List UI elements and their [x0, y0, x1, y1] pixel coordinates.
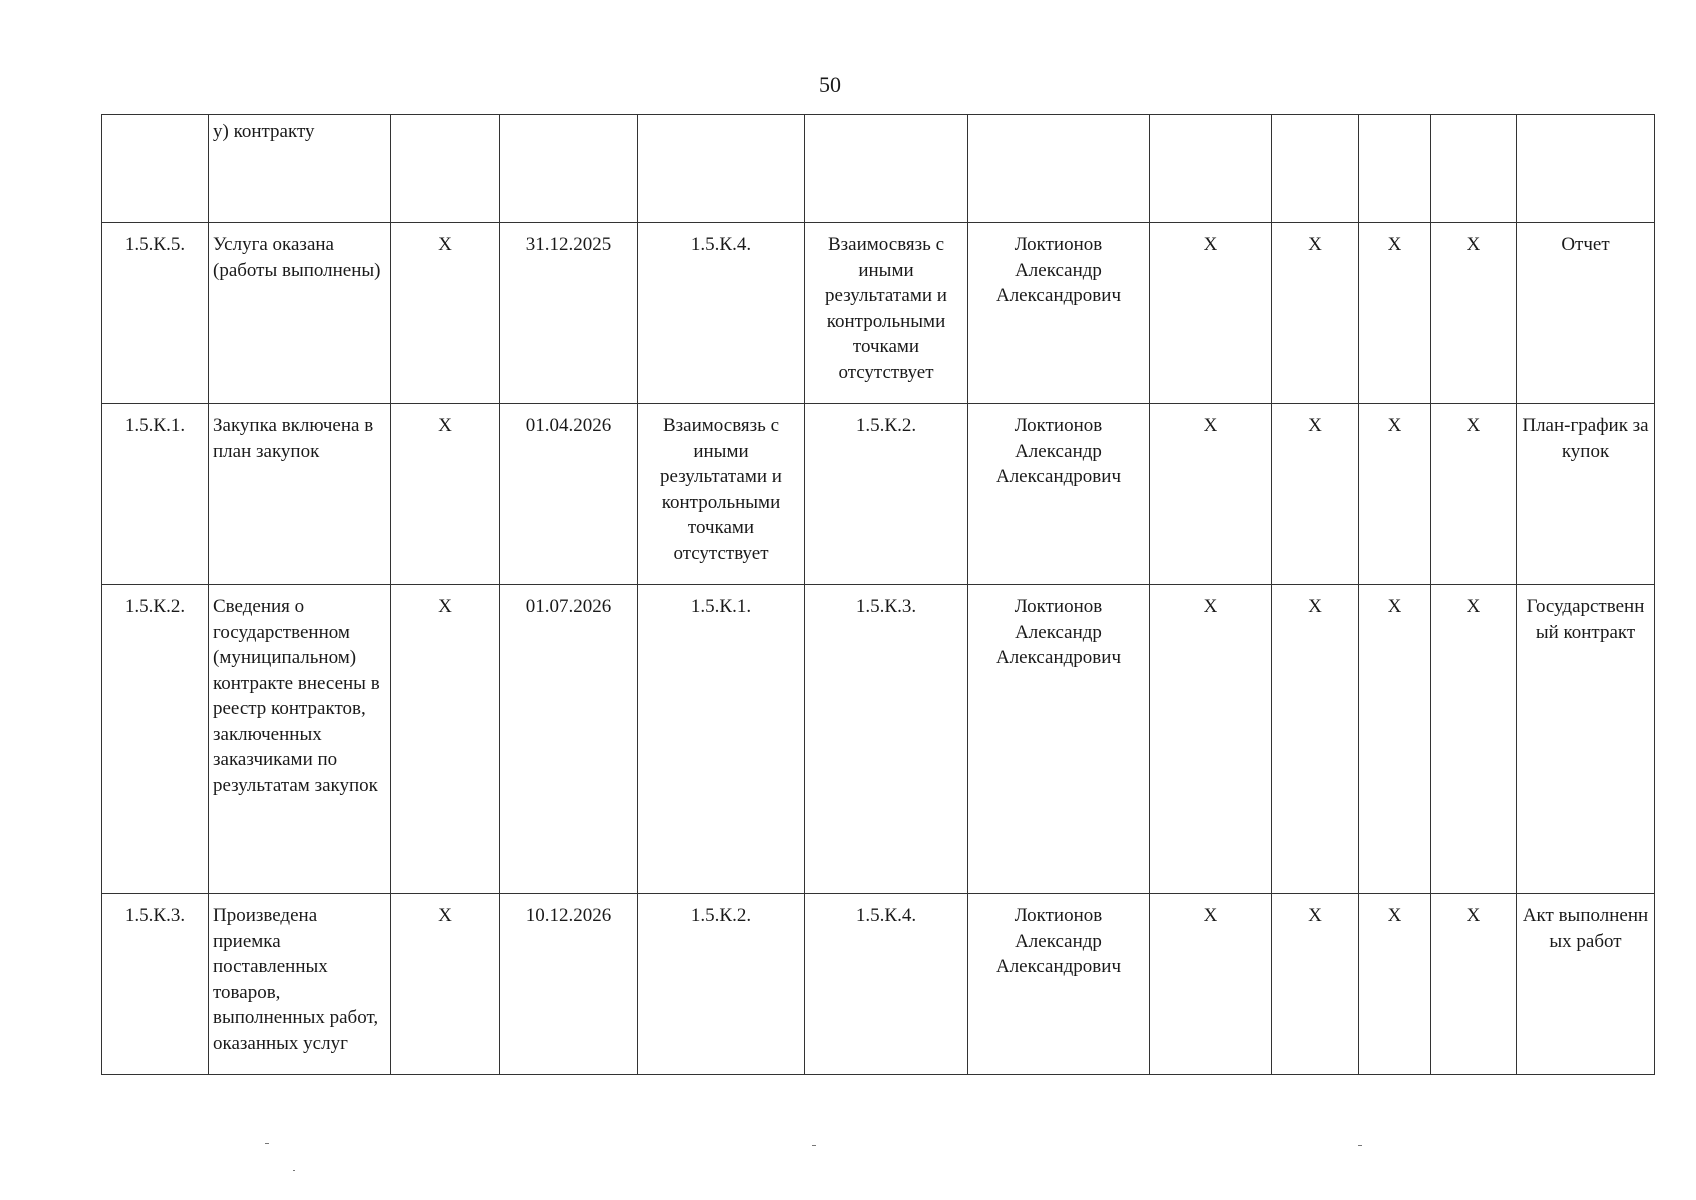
row-predecessor: 1.5.К.1. [638, 585, 805, 894]
row-document [1517, 115, 1655, 223]
table-row [102, 115, 1655, 223]
row-mark-1: Х [1150, 404, 1272, 585]
row-mark-4 [1431, 115, 1517, 223]
row-predecessor: 1.5.К.2. [638, 894, 805, 1075]
table-row [102, 585, 1655, 894]
row-mark-4: Х [1431, 585, 1517, 894]
row-successor: 1.5.К.2. [805, 404, 968, 585]
table-row [102, 404, 1655, 585]
row-responsible: Локтионов Александр Александрович [968, 404, 1150, 585]
row-name: Закупка включена в план закупок [209, 404, 391, 585]
row-date: 31.12.2025 [500, 223, 638, 404]
row-successor: Взаимосвязь с иными результатами и контрольными точками отсутствует [805, 223, 968, 404]
row-document: Акт выполненных работ [1517, 894, 1655, 1075]
row-responsible: Локтионов Александр Александрович [968, 223, 1150, 404]
row-mark-1: Х [1150, 223, 1272, 404]
row-mark-4: Х [1431, 404, 1517, 585]
row-mark-4: Х [1431, 894, 1517, 1075]
row-number: 1.5.К.3. [102, 894, 209, 1075]
page-number: 50 [819, 72, 841, 97]
row-mark-4: Х [1431, 223, 1517, 404]
row-mark-3 [1359, 115, 1431, 223]
row-successor [805, 115, 968, 223]
row-document: Отчет [1517, 223, 1655, 404]
row-mark-1 [1150, 115, 1272, 223]
row-mark-2: Х [1272, 585, 1359, 894]
row-mark-2: Х [1272, 894, 1359, 1075]
row-number [102, 115, 209, 223]
row-mark: Х [391, 223, 500, 404]
row-date: 10.12.2026 [500, 894, 638, 1075]
row-name: у) контракту [209, 115, 391, 223]
table-row [102, 894, 1655, 1075]
row-date: 01.04.2026 [500, 404, 638, 585]
row-predecessor: 1.5.К.4. [638, 223, 805, 404]
row-mark-2: Х [1272, 404, 1359, 585]
row-successor: 1.5.К.4. [805, 894, 968, 1075]
row-number: 1.5.К.5. [102, 223, 209, 404]
row-mark-2: Х [1272, 223, 1359, 404]
row-number: 1.5.К.2. [102, 585, 209, 894]
row-mark-3: Х [1359, 894, 1431, 1075]
row-responsible: Локтионов Александр Александрович [968, 894, 1150, 1075]
row-mark-3: Х [1359, 223, 1431, 404]
row-mark: Х [391, 404, 500, 585]
row-mark-3: Х [1359, 404, 1431, 585]
row-date [500, 115, 638, 223]
row-predecessor [638, 115, 805, 223]
row-mark [391, 115, 500, 223]
row-name: Произведена приемка поставленных товаров, выполненных работ, оказанных услуг [209, 894, 391, 1075]
row-document: План-график закупок [1517, 404, 1655, 585]
table-row [102, 223, 1655, 404]
row-name: Сведения о государственном (муниципальном) контракте внесены в реестр контрактов, заключенных заказчиками по результатам закупок [209, 585, 391, 894]
row-successor: 1.5.К.3. [805, 585, 968, 894]
control-points-table [101, 114, 1655, 1075]
row-mark-1: Х [1150, 585, 1272, 894]
row-predecessor: Взаимосвязь с иными результатами и контрольными точками отсутствует [638, 404, 805, 585]
row-responsible [968, 115, 1150, 223]
row-mark: Х [391, 894, 500, 1075]
row-document: Государственный контракт [1517, 585, 1655, 894]
row-number: 1.5.К.1. [102, 404, 209, 585]
row-mark-3: Х [1359, 585, 1431, 894]
row-mark: Х [391, 585, 500, 894]
row-name: Услуга оказана (работы выполнены) [209, 223, 391, 404]
row-mark-2 [1272, 115, 1359, 223]
row-date: 01.07.2026 [500, 585, 638, 894]
row-mark-1: Х [1150, 894, 1272, 1075]
row-responsible: Локтионов Александр Александрович [968, 585, 1150, 894]
